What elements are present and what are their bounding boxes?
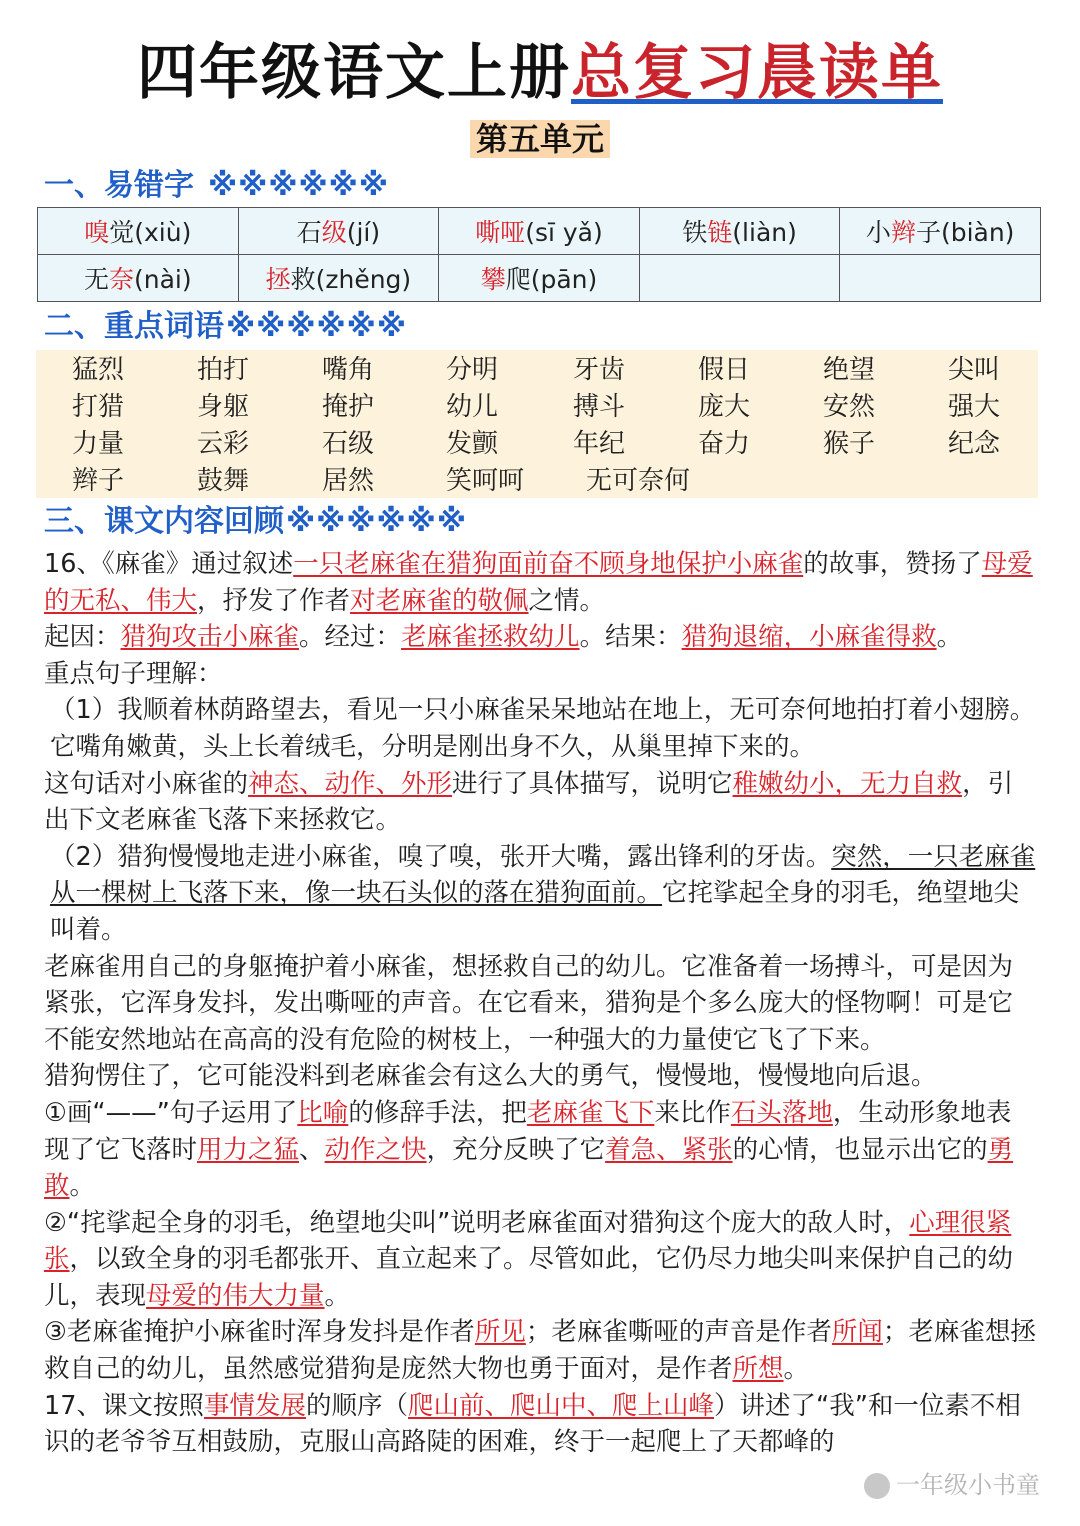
section-1-title: 一、易错字 [44,168,194,203]
key-word: 石级 [322,429,375,459]
title-highlight: 总复习晨读单 [571,38,943,108]
para-analysis-3: ③老麻雀掩护小麻雀时浑身发抖是作者所见；老麻雀嘶哑的声音是作者所闻；老麻雀想拯救自己的幼儿，虽然感觉猎狗是庞然大物也勇于面对，是作者所想。 [44,1317,1036,1385]
error-char-cell [840,255,1041,302]
key-word: 掩护 [322,392,375,422]
section-3-title: 三、课文内容回顾 [44,504,284,539]
error-char-table [37,207,1041,302]
key-word: 假日 [698,355,751,385]
key-word: 绝望 [823,355,876,385]
error-char-cell: 嗅觉(xiù) [38,208,239,255]
key-word: 纪念 [948,429,1001,459]
watermark [864,1465,1040,1500]
key-word: 庞大 [698,392,751,422]
key-word: 猛烈 [72,355,125,385]
watermark-text: 一年级小书童 [896,1471,1040,1499]
key-words-row [36,389,1038,426]
para-analysis-2: ②“挓挲起全身的羽毛，绝望地尖叫”说明老麻雀面对猎狗这个庞大的敌人时，心理很紧张，以致全身的羽毛都张开、直立起来了。尽管如此，它仍尽力地尖叫来保护自己的幼儿，表现母爱的伟大力量。 [44,1207,1014,1311]
key-word: 居然 [322,466,375,496]
page-title [0,28,1080,118]
key-word: 力量 [72,429,125,459]
section-2-stars: ※※※※※※ [226,309,407,344]
section-2-heading [44,307,407,347]
key-word: 辫子 [72,466,125,496]
section-1-heading [44,166,389,206]
key-word: 打猎 [72,392,125,422]
unit-label [0,114,1080,160]
para-sentence-2-cont: 老麻雀用自己的身躯掩护着小麻雀，想拯救自己的幼儿。它准备着一场搏斗，可是因为紧张，它浑身发抖，发出嘶哑的声音。在它看来，猎狗是个多么庞大的怪物啊！可是它不能安然地站在高高的没有危险的树枝上，一种强大的力量使它飞了下来。 [44,951,1014,1055]
key-word: 身躯 [197,392,250,422]
key-word: 搏斗 [573,392,626,422]
para-sentence-1-analysis: 这句话对小麻雀的神态、动作、外形进行了具体描写，说明它稚嫩幼小，无力自救，引出下文老麻雀飞落下来拯救它。 [44,768,1014,836]
key-word: 尖叫 [948,355,1001,385]
key-word: 拍打 [197,355,250,385]
lesson-review [44,546,1036,1461]
key-word: 安然 [823,392,876,422]
key-word: 奋力 [698,429,751,459]
key-word: 发颤 [446,429,499,459]
error-char-row [38,208,1041,255]
error-char-cell: 拯救(zhěng) [238,255,439,302]
error-char-cell: 嘶哑(sī yǎ) [439,208,640,255]
key-word: 嘴角 [322,355,375,385]
key-word: 笑呵呵 [446,466,525,496]
section-1-stars: ※※※※※※ [208,168,389,203]
para-cause-process-result: 起因：猎狗攻击小麻雀。经过：老麻雀拯救幼儿。结果：猎狗退缩，小麻雀得救。 [44,622,963,653]
key-word: 年纪 [573,429,626,459]
key-word: 无可奈何 [586,466,691,496]
para-sentence-2: （2）猎狗慢慢地走进小麻雀，嗅了嗅，张开大嘴，露出锋利的牙齿。突然，一只老麻雀从一棵树上飞落下来，像一块石头似的落在猎狗面前。它挓挲起全身的羽毛，绝望地尖叫着。 [50,841,1036,945]
key-word: 强大 [948,392,1001,422]
para-analysis-1: ①画“——”句子运用了比喻的修辞手法，把老麻雀飞下来比作石头落地，生动形象地表现了它飞落时用力之猛、动作之快，充分反映了它着急、紧张的心情，也显示出它的勇敢。 [44,1097,1014,1202]
error-char-cell: 铁链(liàn) [639,208,840,255]
key-word: 分明 [446,355,499,385]
key-words-row [36,426,1038,463]
error-char-cell: 攀爬(pān) [439,255,640,302]
error-char-cell: 小辫子(biàn) [840,208,1041,255]
error-char-cell [639,255,840,302]
para-17-summary: 17、课文按照事情发展的顺序（爬山前、爬山中、爬上山峰）讲述了“我”和一位素不相识的老爷爷互相鼓励，克服山高路陡的困难，终于一起爬上了天都峰的 [44,1390,1021,1458]
para-sentence-1: （1）我顺着林荫路望去，看见一只小麻雀呆呆地站在地上，无可奈何地拍打着小翅膀。它嘴角嫩黄，头上长着绒毛，分明是刚出身不久，从巢里掉下来的。 [50,695,1036,762]
para-16-summary: 16、《麻雀》通过叙述一只老麻雀在猎狗面前奋不顾身地保护小麻雀的故事，赞扬了母爱的无私、伟大，抒发了作者对老麻雀的敬佩之情。 [44,549,1033,616]
unit-text: 第五单元 [470,120,610,158]
key-word: 鼓舞 [197,466,250,496]
error-char-row [38,255,1041,302]
key-words-row [36,463,1038,500]
key-word: 牙齿 [573,355,626,385]
error-char-cell: 石级(jí) [238,208,439,255]
para-key-sentences-label: 重点句子理解： [44,658,223,689]
para-sentence-2-end: 猎狗愣住了，它可能没料到老麻雀会有这么大的勇气，慢慢地，慢慢地向后退。 [44,1061,937,1092]
key-word: 幼儿 [446,392,499,422]
error-char-cell: 无奈(nài) [38,255,239,302]
section-3-heading [44,502,467,542]
section-3-stars: ※※※※※※ [286,504,467,539]
section-2-title: 二、重点词语 [44,309,224,344]
watermark-icon [864,1473,890,1499]
key-words-box [36,350,1038,498]
key-word: 云彩 [197,429,250,459]
key-words-row [36,352,1038,389]
key-word: 猴子 [823,429,876,459]
title-main: 四年级语文上册 [137,38,571,108]
